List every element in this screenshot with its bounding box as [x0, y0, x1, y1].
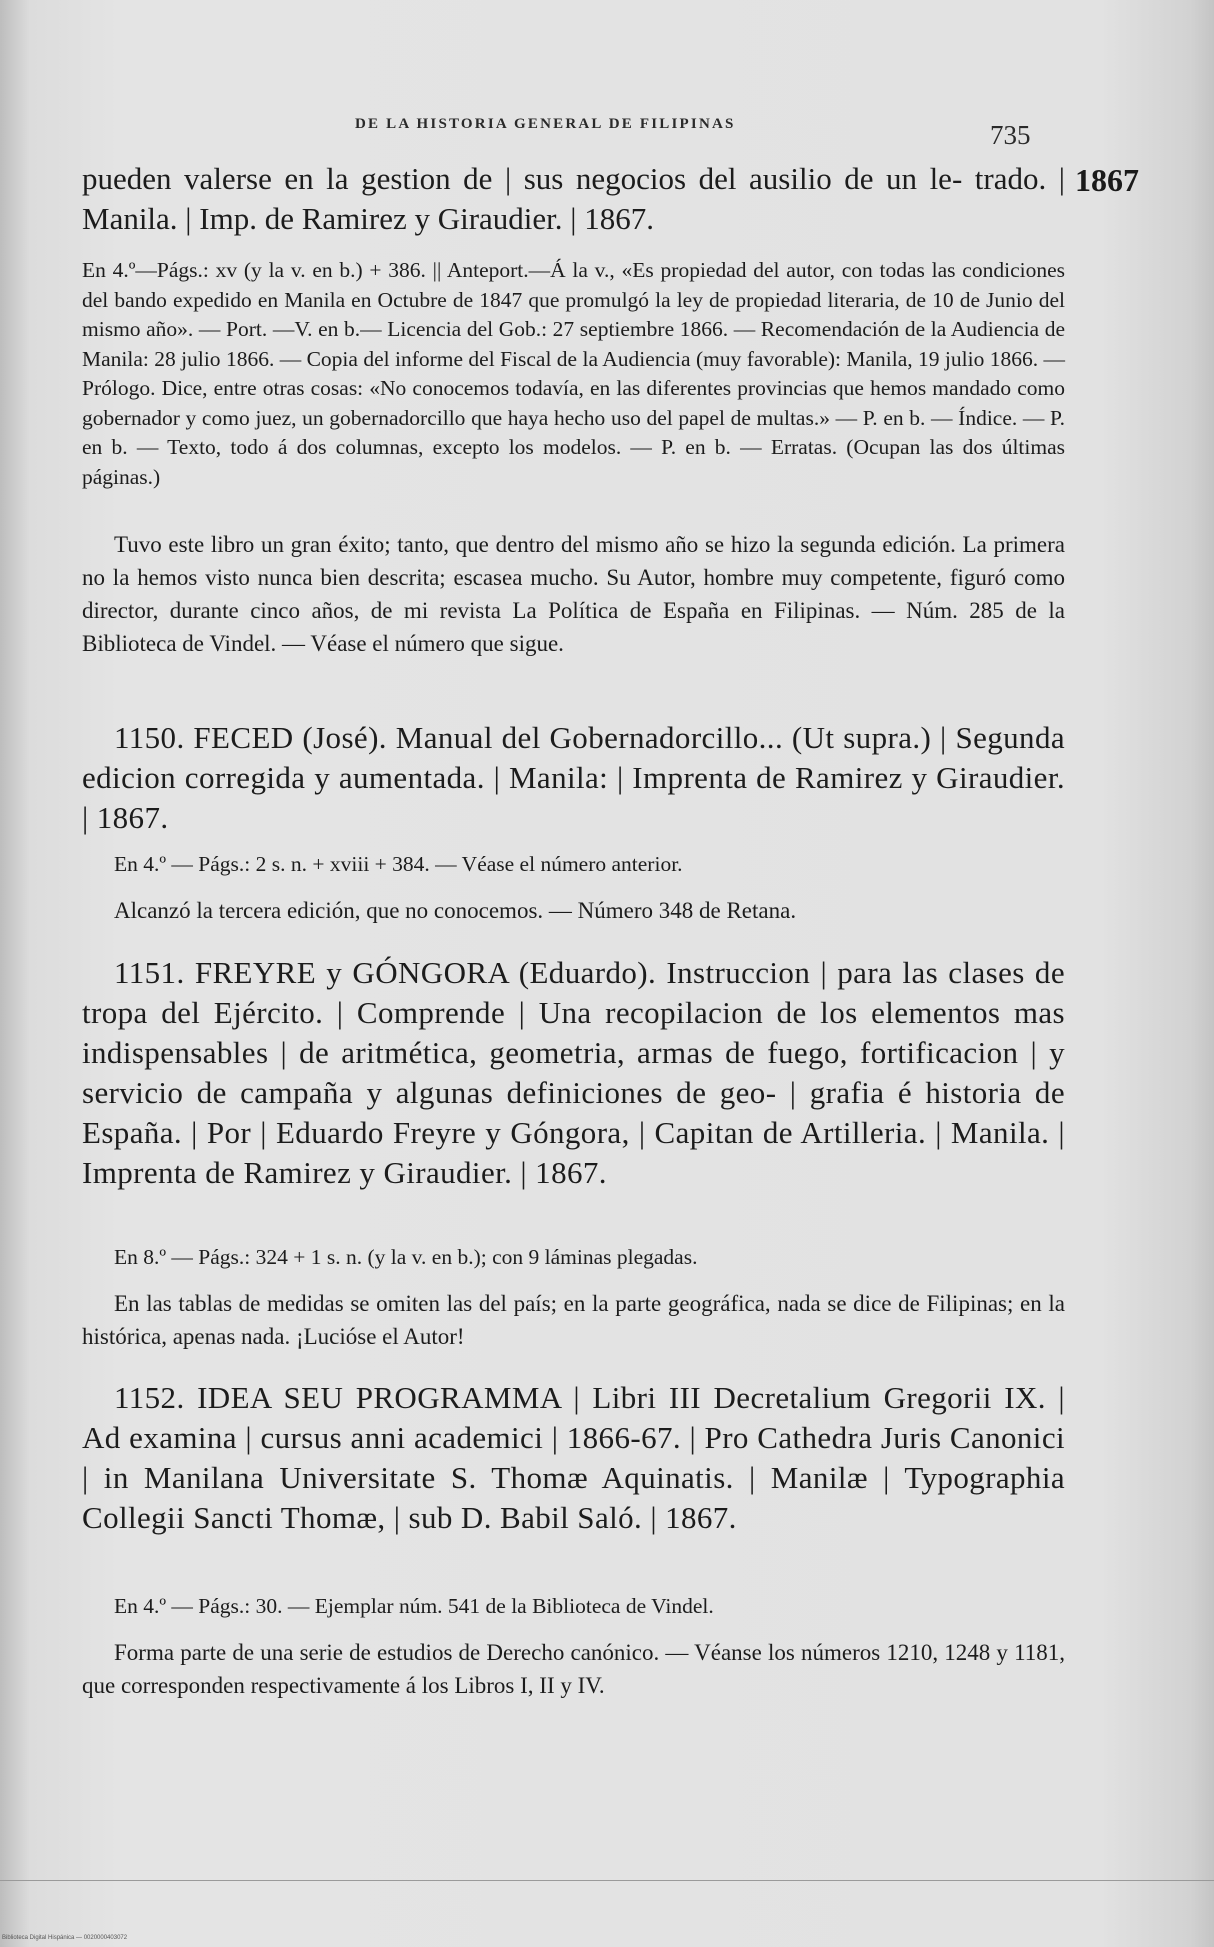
entry-title-1152: 1152. IDEA SEU PROGRAMMA | Libri III Decretalium Gregorii IX. | Ad examina | cursus anni academici | 1866-67. | Pro Cathedra Juris Canonici | in Manilana Universitate S. Thomæ Aquinatis. | Manilæ | Typographia Collegii Sancti Thomæ, | sub D. Babil Saló. | 1867.	[82, 1380, 1065, 1535]
entry-description-1152: En 4.º — Págs.: 30. — Ejemplar núm. 541 de la Biblioteca de Vindel.	[114, 1594, 714, 1618]
scan-footer-note: Biblioteca Digital Hispánica — 0020000403072	[2, 1935, 128, 1941]
entry-description: En 4.º—Págs.: xv (y la v. en b.) + 386. || Anteport.—Á la v., «Es propiedad del autor, con todas las condiciones del bando expedido en Manila en Octubre de 1847 que promulgó la ley de propiedad literaria, de 10 de Junio del mismo año». — Port. —V. en b.— Licencia del Gob.: 27 septiembre 1866. — Recomendación de la Audiencia de Manila: 28 julio 1866. — Copia del informe del Fiscal de la Audiencia (muy favorable): Manila, 19 julio 1866. — Prólogo. Dice, entre otras cosas: «No conocemos todavía, en las diferentes provincias que hemos mandado como gobernador y como juez, un gobernadorcillo que haya hecho uso del papel de multas.» — P. en b. — Índice. — P. en b. — Texto, todo á dos columnas, excepto los modelos. — P. en b. — Erratas. (Ocupan las dos últimas páginas.)	[82, 258, 1065, 489]
entry-title-1151: 1151. FREYRE y GÓNGORA (Eduardo). Instruccion | para las clases de tropa del Ejército. | Comprende | Una recopilacion de los elementos mas indispensables | de aritmética, geometria, armas de fuego, fortificacion | y servicio de campaña y algunas definiciones de geo- | grafia é historia de España. | Por | Eduardo Freyre y Góngora, | Capitan de Artilleria. | Manila. | Imprenta de Ramirez y Giraudier. | 1867.	[82, 955, 1065, 1190]
entry-commentary: Tuvo este libro un gran éxito; tanto, que dentro del mismo año se hizo la segunda edición. La primera no la hemos visto nunca bien descrita; escasea mucho. Su Autor, hombre muy competente, figuró como director, durante cinco años, de mi revista La Política de España en Filipinas. — Núm. 285 de la Biblioteca de Vindel. — Véase el número que sigue.	[82, 532, 1065, 656]
entry-description-1150: En 4.º — Págs.: 2 s. n. + xviii + 384. — Véase el número anterior.	[114, 852, 683, 876]
entry-title-continued: pueden valerse en la gestion de | sus negocios del ausilio de un le- trado. | Manila. | Imp. de Ramirez y Giraudier. | 1867.	[82, 161, 1065, 236]
entry-title-1150: 1150. FECED (José). Manual del Gobernadorcillo... (Ut supra.) | Segunda edicion corregida y aumentada. | Manila: | Imprenta de Ramirez y Giraudier. | 1867.	[82, 720, 1065, 835]
entry-commentary-1150: Alcanzó la tercera edición, que no conocemos. — Número 348 de Retana.	[114, 898, 797, 923]
running-head: DE LA HISTORIA GENERAL DE FILIPINAS	[355, 116, 736, 132]
scan-edge-line	[0, 1880, 1214, 1881]
page-number: 735	[990, 120, 1031, 150]
entry-commentary-1152: Forma parte de una serie de estudios de Derecho canónico. — Véanse los números 1210, 1248 y 1181, que corresponden respectivamente á los Libros I, II y IV.	[82, 1640, 1065, 1698]
entry-commentary-1151: En las tablas de medidas se omiten las del país; en la parte geográfica, nada se dice de Filipinas; en la histórica, apenas nada. ¡Lucióse el Autor!	[82, 1291, 1065, 1349]
entry-description-1151: En 8.º — Págs.: 324 + 1 s. n. (y la v. en b.); con 9 láminas plegadas.	[114, 1245, 698, 1269]
year-marker: 1867	[1075, 162, 1139, 198]
